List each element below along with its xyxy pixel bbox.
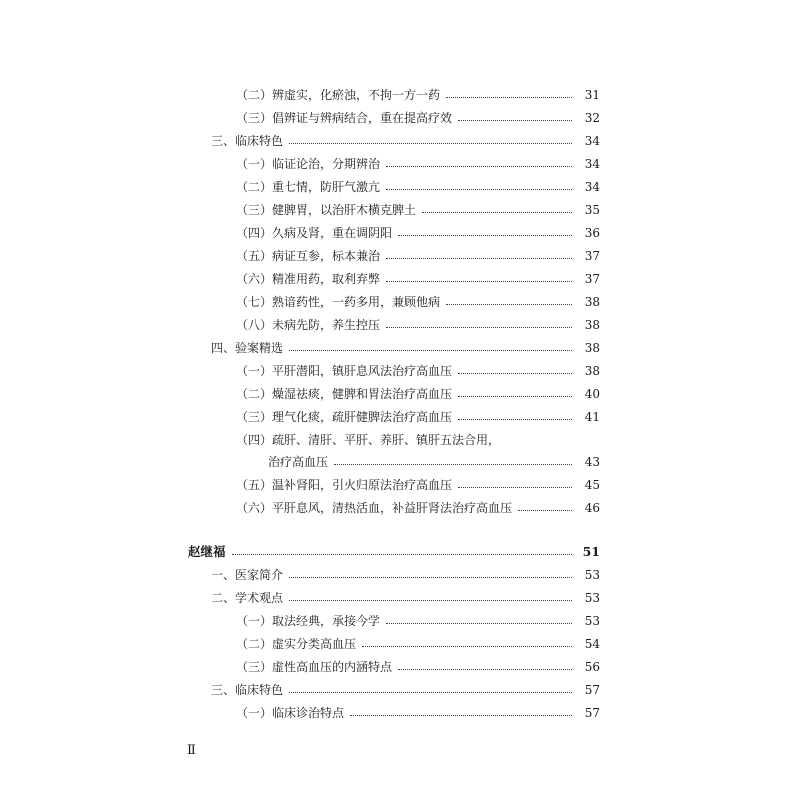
toc-entry[interactable] (211, 587, 600, 609)
toc-entry-title: （三）健脾胃，以治肝木横克脾土 (236, 203, 417, 217)
toc-entry-title: （五）病证互参，标本兼治 (236, 249, 381, 263)
dot-leader (458, 120, 572, 121)
toc-entry-title: 一、医家简介 (211, 568, 284, 582)
toc-entry-page: 37 (584, 272, 600, 286)
toc-entry-title: （四）久病及肾，重在调阴阳 (236, 226, 393, 240)
dot-leader (458, 373, 572, 374)
toc-entry-title: （二）虚实分类高血压 (236, 637, 357, 651)
toc-entry-title: （一）临床诊治特点 (236, 706, 345, 720)
toc-entry[interactable] (236, 360, 600, 382)
toc-entry[interactable] (236, 497, 600, 519)
toc-entry-title: （五）温补肾阳，引火归原法治疗高血压 (236, 478, 453, 492)
toc-entry[interactable] (236, 474, 600, 496)
dot-leader (386, 258, 572, 259)
toc-entry-page: 57 (584, 706, 600, 720)
toc-entry[interactable] (236, 406, 600, 428)
dot-leader (289, 692, 572, 693)
toc-entry-page: 38 (584, 341, 600, 355)
toc-entry-page: 35 (584, 203, 600, 217)
dot-leader (386, 327, 572, 328)
toc-entry-page: 37 (584, 249, 600, 263)
toc-entry[interactable] (236, 84, 600, 106)
toc-entry-page: 56 (584, 660, 600, 674)
toc-entry[interactable] (236, 383, 600, 405)
toc-entry[interactable] (236, 268, 600, 290)
dot-leader (289, 577, 572, 578)
toc-entry[interactable] (236, 291, 600, 313)
dot-leader (386, 281, 572, 282)
dot-leader (386, 166, 572, 167)
toc-entry[interactable] (236, 610, 600, 632)
toc-entry[interactable] (236, 656, 600, 678)
dot-leader (398, 235, 572, 236)
dot-leader (446, 304, 572, 305)
toc-entry-title: （七）熟谙药性，一药多用，兼顾他病 (236, 295, 441, 309)
dot-leader (386, 189, 572, 190)
toc-entry-title: 三、临床特色 (211, 134, 284, 148)
toc-entry-page: 57 (584, 683, 600, 697)
dot-leader (518, 510, 572, 511)
toc-entry[interactable] (211, 130, 600, 152)
toc-entry[interactable] (211, 564, 600, 586)
toc-entry-title: （六）平肝息风，清热活血，补益肝肾法治疗高血压 (236, 501, 513, 515)
toc-entry[interactable] (236, 429, 600, 451)
toc-entry-title: （三）理气化痰，疏肝健脾法治疗高血压 (236, 410, 453, 424)
toc-entry[interactable] (211, 337, 600, 359)
toc-entry-title: （三）虚性高血压的内涵特点 (236, 660, 393, 674)
toc-entry-page: 43 (584, 455, 600, 469)
toc-entry[interactable] (236, 314, 600, 336)
dot-leader (334, 464, 572, 465)
toc-entry-title: （三）倡辨证与辨病结合，重在提高疗效 (236, 111, 453, 125)
toc-entry-page: 54 (584, 637, 600, 651)
toc-entry-title: （一）平肝潜阳，镇肝息风法治疗高血压 (236, 364, 453, 378)
toc-entry-title: （四）疏肝、清肝、平肝、养肝、镇肝五法合用， (236, 433, 501, 447)
dot-leader (458, 487, 572, 488)
dot-leader (362, 646, 572, 647)
toc-entry[interactable] (236, 153, 600, 175)
toc-entry-page: 38 (584, 318, 600, 332)
toc-entry-page: 32 (584, 111, 600, 125)
dot-leader (289, 350, 572, 351)
toc-entry[interactable] (236, 245, 600, 267)
toc-entry-page: 38 (584, 364, 600, 378)
toc-entry-page: 34 (584, 134, 600, 148)
toc-entry[interactable] (236, 176, 600, 198)
toc-entry-title: （二）燥湿祛痰，健脾和胃法治疗高血压 (236, 387, 453, 401)
dot-leader (386, 623, 572, 624)
toc-entry-title: （六）精准用药，取利弃弊 (236, 272, 381, 286)
dot-leader (446, 97, 572, 98)
dot-leader (458, 396, 572, 397)
toc-entry[interactable] (236, 633, 600, 655)
toc-chapter-heading[interactable] (188, 541, 600, 563)
toc-entry-page: 40 (584, 387, 600, 401)
dot-leader (458, 419, 572, 420)
toc-entry-page: 34 (584, 157, 600, 171)
toc-entry[interactable] (268, 451, 600, 473)
dot-leader (289, 143, 572, 144)
toc-entry-title: 四、验案精选 (211, 341, 284, 355)
toc-entry-page: 34 (584, 180, 600, 194)
toc-entry-page: 46 (584, 501, 600, 515)
toc-entry-page: 51 (582, 544, 600, 559)
toc-entry[interactable] (211, 679, 600, 701)
toc-entry-title: 治疗高血压 (268, 455, 329, 469)
toc-entry-title: （八）未病先防，养生控压 (236, 318, 381, 332)
toc-entry-title: 三、临床特色 (211, 683, 284, 697)
toc-entry-page: 31 (584, 88, 600, 102)
dot-leader (232, 554, 572, 555)
toc-entry[interactable] (236, 199, 600, 221)
toc-entry-page: 36 (584, 226, 600, 240)
toc-entry[interactable] (236, 702, 600, 724)
toc-entry-page: 53 (584, 591, 600, 605)
toc-entry[interactable] (236, 222, 600, 244)
toc-entry-title: （一）临证论治，分期辨治 (236, 157, 381, 171)
dot-leader (422, 212, 572, 213)
toc-entry-page: 45 (584, 478, 600, 492)
toc-entry-page: 41 (584, 410, 600, 424)
toc-entry-title: （二）辨虚实，化瘀浊，不拘一方一药 (236, 88, 441, 102)
dot-leader (289, 600, 572, 601)
toc-entry-title: （一）取法经典，承接今学 (236, 614, 381, 628)
toc-entry-title: 赵继福 (188, 544, 226, 559)
toc-entry[interactable] (236, 107, 600, 129)
toc-entry-page: 53 (584, 614, 600, 628)
toc-entry-title: （二）重七情，防肝气激亢 (236, 180, 381, 194)
toc-entry-page: 53 (584, 568, 600, 582)
toc-entry-title: 二、学术观点 (211, 591, 284, 605)
page-number-footer: Ⅱ (187, 743, 196, 758)
dot-leader (398, 669, 572, 670)
toc-entry-page: 38 (584, 295, 600, 309)
dot-leader (350, 715, 572, 716)
